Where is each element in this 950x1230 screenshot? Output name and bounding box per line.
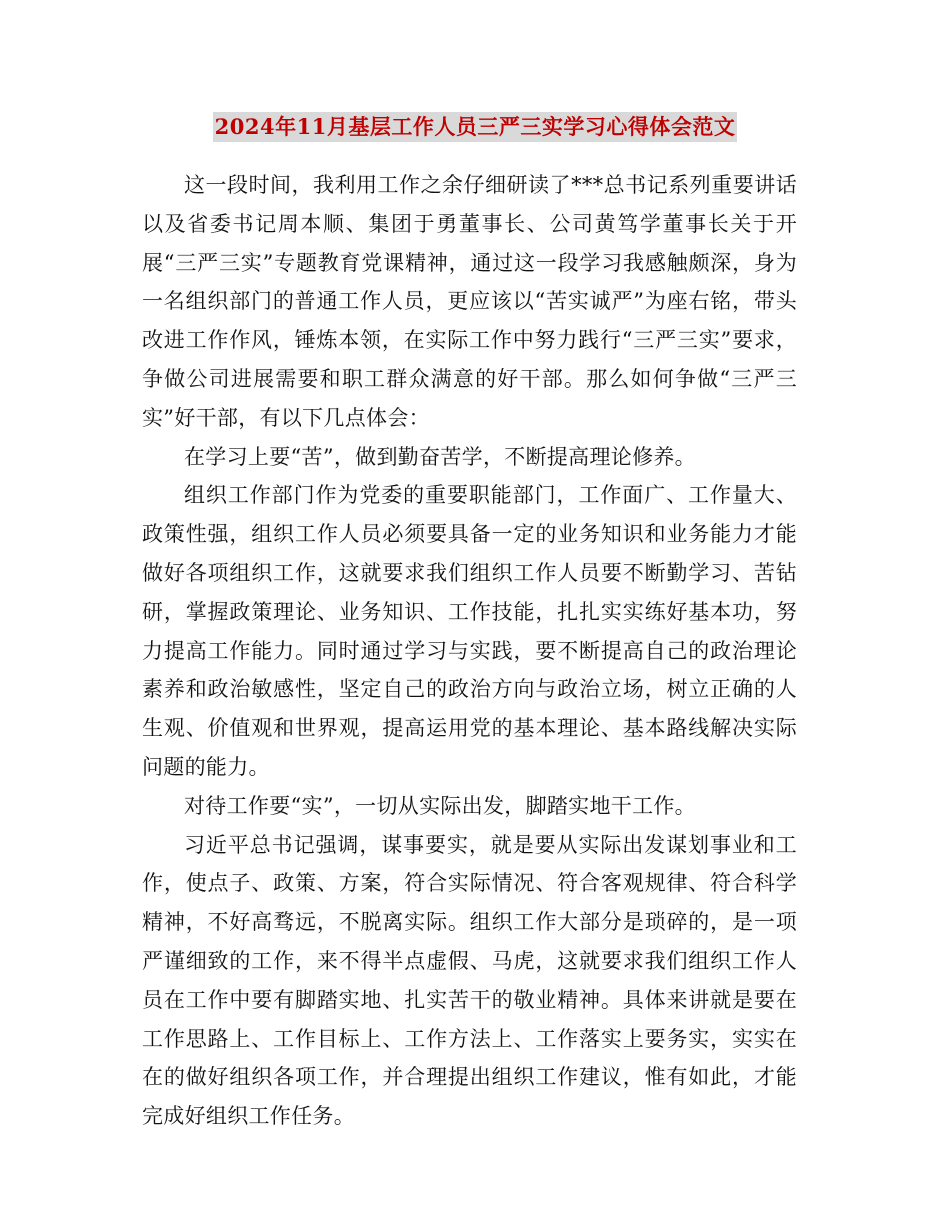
document-body (142, 166, 797, 1136)
paragraph-study-detail: 组织工作部门作为党委的重要职能部门，工作面广、工作量大、政策性强，组织工作人员必须要具备一定的业务知识和业务能力才能做好各项组织工作，这就要求我们组织工作人员要不断勤学习、苦钻研，掌握政策理论、业务知识、工作技能，扎扎实实练好基本功，努力提高工作能力。同时通过学习与实践，要不断提高自己的政治理论素养和政治敏感性，坚定自己的政治方向与政治立场，树立正确的人生观、价值观和世界观，提高运用党的基本理论、基本路线解决实际问题的能力。 (142, 483, 797, 779)
paragraph-heading-work: 对待工作要“实”，一切从实际出发，脚踏实地干工作。 (184, 793, 696, 818)
paragraph-intro: 这一段时间，我利用工作之余仔细研读了***总书记系列重要讲话以及省委书记周本顺、集团于勇董事长、公司黄笃学董事长关于开展“三严三实”专题教育党课精神，通过这一段学习我感触颇深，身为一名组织部门的普通工作人员，更应该以“苦实诚严”为座右铭，带头改进工作作风，锤炼本领，在实际工作中努力践行“三严三实”要求，争做公司进展需要和职工群众满意的好干部。那么如何争做“三严三实”好干部，有以下几点体会： (142, 173, 797, 430)
paragraph-heading-study: 在学习上要“苦”，做到勤奋苦学，不断提高理论修养。 (184, 444, 696, 469)
title-container (0, 112, 950, 142)
document-title: 2024年11月基层工作人员三严三实学习心得体会范文 (213, 112, 738, 142)
paragraph-work-detail: 习近平总书记强调，谋事要实，就是要从实际出发谋划事业和工作，使点子、政策、方案，符合实际情况、符合客观规律、符合科学精神，不好高骛远，不脱离实际。组织工作大部分是琐碎的，是一项严谨细致的工作，来不得半点虚假、马虎，这就要求我们组织工作人员在工作中要有脚踏实地、扎实苦干的敬业精神。具体来讲就是要在工作思路上、工作目标上、工作方法上、工作落实上要务实，实实在在的做好组织各项工作，并合理提出组织工作建议，惟有如此，才能完成好组织工作任务。 (142, 832, 797, 1129)
